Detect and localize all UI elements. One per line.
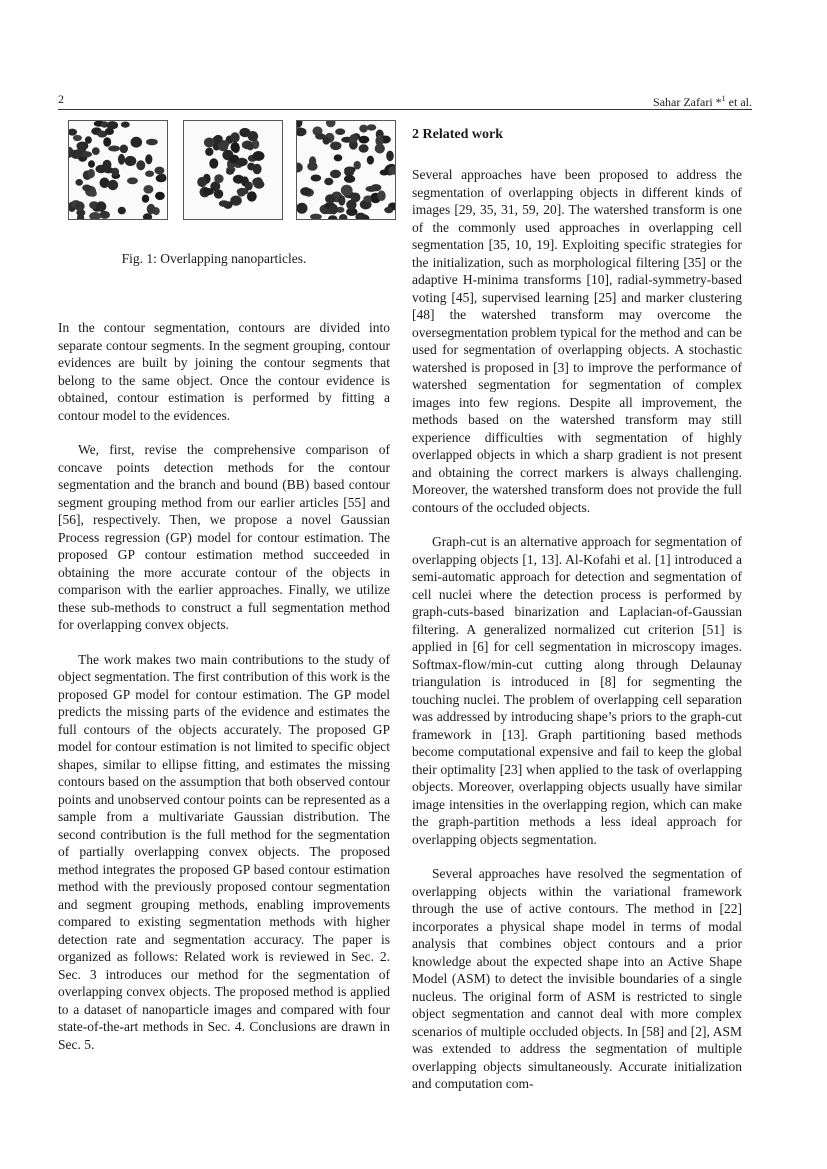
- particle-shape: [300, 187, 311, 196]
- particle-shape: [307, 162, 317, 171]
- particle-shape: [75, 201, 85, 211]
- section-title: 2 Related work: [412, 127, 503, 142]
- particle-shape: [236, 158, 248, 167]
- particle-shape: [142, 195, 149, 203]
- particle-shape: [325, 194, 335, 203]
- particle-shape: [297, 163, 303, 173]
- particle-shape: [209, 158, 218, 168]
- particle-shape: [231, 142, 240, 152]
- particle-shape: [386, 151, 394, 162]
- particle-shape: [218, 143, 228, 151]
- particle-shape: [89, 190, 96, 197]
- particle-shape: [330, 142, 341, 151]
- particle-shape: [80, 151, 92, 157]
- particle-shape: [99, 211, 110, 219]
- particle-shape: [326, 121, 336, 127]
- left-column: [58, 120, 390, 1053]
- particle-shape: [131, 137, 143, 148]
- particle-shape: [375, 144, 385, 154]
- particle-shape: [120, 145, 128, 154]
- paragraph: Several approaches have resolved the segmentation of overlapping objects within the variational framework through the use of active contours. The method in [22] incorporates a physical shape model in terms of modal analysis that combines object contours and a prior knowledge about the expected shape into an Active Shape Model (ASM) to detect the invisible boundaries of a single nucleus. The original form of ASM is restricted to single object segmentation and cannot deal with more complex scenarios of multiple occluded objects. In [58] and [2], ASM was extended to address the segmentation of multiple overlapping objects simultaneously. Accurate initialization and computation com-: [412, 866, 742, 1091]
- paragraph: The work makes two main contributions to the study of object segmentation. The first contribution of this work is the proposed GP model for contour estimation. The GP model predicts the missing parts of the evidence and estimates the full contours of the objects accurately. The proposed GP model for contour estimation is not limited to specific object shapes, similar to ellipse fitting, and estimates the missing contours based on the assumption that both observed contour points and unobserved contour points can be represented as a sample from a multivariate Gaussian distribution. The second contribution is the full method for the segmentation of partially overlapping convex objects. The proposed method integrates the proposed GP based contour estimation method with the previously proposed contour segmentation and segment grouping methods, enabling improvements compared to existing segmentation methods with higher detection rate and segmentation accuracy. The paper is organized as follows: Related work is reviewed in Sec. 2. Sec. 3 introduces our method for the segmentation of overlapping convex objects. The proposed method is applied to a dataset of nanoparticle images and compared with four state-of-the-art methods in Sec. 4. Conclusions are drawn in Sec. 5.: [58, 651, 390, 1052]
- particle-shape: [367, 124, 377, 130]
- nanoparticle-image-3: [296, 120, 396, 220]
- particle-shape: [127, 177, 138, 184]
- particle-shape: [136, 160, 145, 170]
- particle-shape: [125, 156, 137, 166]
- particle-shape: [147, 204, 156, 214]
- particle-shape: [71, 150, 82, 159]
- particle-shape: [238, 191, 246, 197]
- particle-shape: [226, 169, 234, 175]
- particle-shape: [111, 168, 119, 177]
- particle-shape: [106, 121, 118, 129]
- right-column: [412, 126, 742, 1093]
- particle-shape: [329, 204, 338, 214]
- particle-shape: [118, 154, 125, 165]
- running-author: [653, 92, 752, 109]
- particle-shape: [334, 154, 343, 161]
- particle-shape: [297, 121, 303, 128]
- particle-shape: [214, 174, 223, 183]
- particle-shape: [82, 185, 91, 192]
- figure-caption: Fig. 1: Overlapping nanoparticles.: [121, 251, 307, 266]
- nanoparticle-image-1-svg: [69, 121, 167, 219]
- particle-shape: [118, 207, 126, 215]
- particle-shape: [359, 136, 370, 144]
- nanoparticle-image-2-svg: [184, 121, 282, 219]
- page-number: 2: [58, 92, 64, 106]
- particle-shape: [233, 175, 244, 184]
- particle-shape: [103, 137, 111, 146]
- particle-shape: [69, 129, 77, 136]
- paragraph: Several approaches have been proposed to address the segmentation of overlapping objects in different kinds of images [29, 35, 31, 59, 20]. The watershed transform is one of the commonly used approaches in overlapping cell segmentation [35, 10, 19]. Exploiting specific strategies for the initialization, such as morphological filtering [35] or the adaptive H-minima transforms [10], radial-symmetry-based voting [45], supervised learning [25] and marker clustering [48] the watershed transform may overcome the oversegmentation problem typical for the method and can be used for segmentation of overlapping objects. A stochastic watershed is proposed in [3] to improve the performance of watershed segmentation for segmentation of complex images into few regions. Despite all improvement, the methods based on the watershed transform may still experience difficulties with segmentation of highly overlapped objects in which a sharp gradient is not present and obtaining the correct markers is always challenging. Moreover, the watershed transform does not provide the full contours of the occluded objects.: [412, 167, 742, 515]
- particle-shape: [155, 192, 165, 200]
- particle-shape: [247, 143, 254, 151]
- particle-shape: [377, 190, 385, 201]
- particle-shape: [367, 156, 374, 165]
- particle-shape: [351, 193, 361, 203]
- particle-shape: [253, 151, 265, 161]
- particle-shape: [297, 128, 307, 137]
- particle-shape: [359, 144, 369, 152]
- author-affiliation: 1: [721, 94, 726, 103]
- particle-shape: [297, 203, 308, 214]
- particle-shape: [354, 161, 361, 170]
- particle-shape: [159, 174, 166, 180]
- particle-shape: [311, 175, 322, 182]
- particle-shape: [204, 138, 215, 148]
- particle-shape: [247, 163, 255, 171]
- author-suffix: et al.: [728, 95, 752, 109]
- particle-shape: [247, 191, 257, 201]
- author-marks: *: [715, 95, 722, 109]
- particle-shape: [73, 135, 82, 141]
- particle-shape: [366, 186, 378, 192]
- paragraph: Graph-cut is an alternative approach for segmentation of overlapping objects [1, 13]. Al-Kofahi et al. [1] introduced a semi-automatic approach for detection and segmentation of cell nuclei where the detection process is performed by graph-cuts-based binarization and Laplacian-of-Gaussian filtering. A generalized normalized cut criterion [51] is applied in [6] for cell segmentation in microscopy images. Softmax-flow/min-cut cutting along through Delaunay triangulation is introduced in [8] for segmenting the touching nuclei. The problem of overlapping cell separation was addressed by introducing shape’s priors to the graph-cut framework in [13]. Graph partitioning based methods become computational expensive and fail to keep the global their optimality [23] when applied to the task of overlapping objects. Moreover, overlapping objects usually have similar image intensities in the overlapping region, which can make the graph-partition methods a less ideal approach for overlapping objects segmentation.: [412, 534, 742, 847]
- particle-shape: [384, 207, 393, 213]
- particle-shape: [146, 139, 158, 146]
- particle-shape: [330, 170, 341, 179]
- particle-shape: [121, 122, 130, 128]
- particle-shape: [108, 146, 120, 152]
- particle-shape: [323, 137, 330, 145]
- paragraph: In the contour segmentation, contours are divided into separate contour segments. In the segment grouping, contour evidences are built by joining the contour segments that belong to the same object. Once the contour evidence is obtained, contour estimation is performed by fitting a contour model to the evidences.: [58, 320, 390, 423]
- particle-shape: [310, 214, 322, 219]
- particle-shape: [92, 147, 100, 155]
- particle-shape: [88, 169, 95, 178]
- particle-shape: [219, 200, 229, 207]
- particle-shape: [359, 125, 368, 133]
- particle-shape: [324, 178, 333, 185]
- particle-shape: [338, 195, 345, 205]
- particle-shape: [335, 128, 345, 135]
- particle-shape: [351, 134, 358, 142]
- particle-shape: [328, 215, 337, 219]
- nanoparticle-image-3-svg: [297, 121, 395, 219]
- particle-shape: [89, 212, 101, 219]
- particle-shape: [197, 177, 207, 187]
- particle-shape: [205, 148, 213, 156]
- particle-shape: [75, 179, 83, 186]
- nanoparticle-image-2: [183, 120, 283, 220]
- nanoparticle-image-1: [68, 120, 168, 220]
- particle-shape: [344, 175, 355, 183]
- particle-shape: [145, 154, 152, 164]
- running-header: [58, 91, 752, 110]
- particle-shape: [341, 185, 353, 196]
- particle-shape: [248, 131, 259, 141]
- particle-shape: [85, 136, 92, 144]
- particle-shape: [230, 196, 242, 206]
- particle-shape: [108, 180, 119, 190]
- particle-shape: [96, 201, 107, 211]
- particle-shape: [230, 132, 239, 142]
- particle-shape: [145, 171, 154, 177]
- figure-1: [64, 120, 390, 224]
- particle-shape: [88, 160, 95, 168]
- particle-shape: [203, 188, 214, 195]
- paragraph: We, first, revise the comprehensive comparison of concave points detection methods for the contour segmentation and the branch and bound (BB) based contour segment grouping method from our earlier articles [55] and [56], respectively. Then, we propose a novel Gaussian Process regression (GP) model for contour estimation. The proposed GP contour estimation method succeeded in obtaining the more accurate contour of the objects in comparison with the earlier approaches. Finally, we utilize these sub-methods to construct a full segmentation method for overlapping convex objects.: [58, 442, 390, 632]
- particle-shape: [339, 214, 347, 219]
- particle-shape: [154, 167, 164, 175]
- particle-shape: [143, 185, 153, 194]
- author-name: Sahar Zafari: [653, 95, 713, 109]
- particle-shape: [254, 177, 262, 185]
